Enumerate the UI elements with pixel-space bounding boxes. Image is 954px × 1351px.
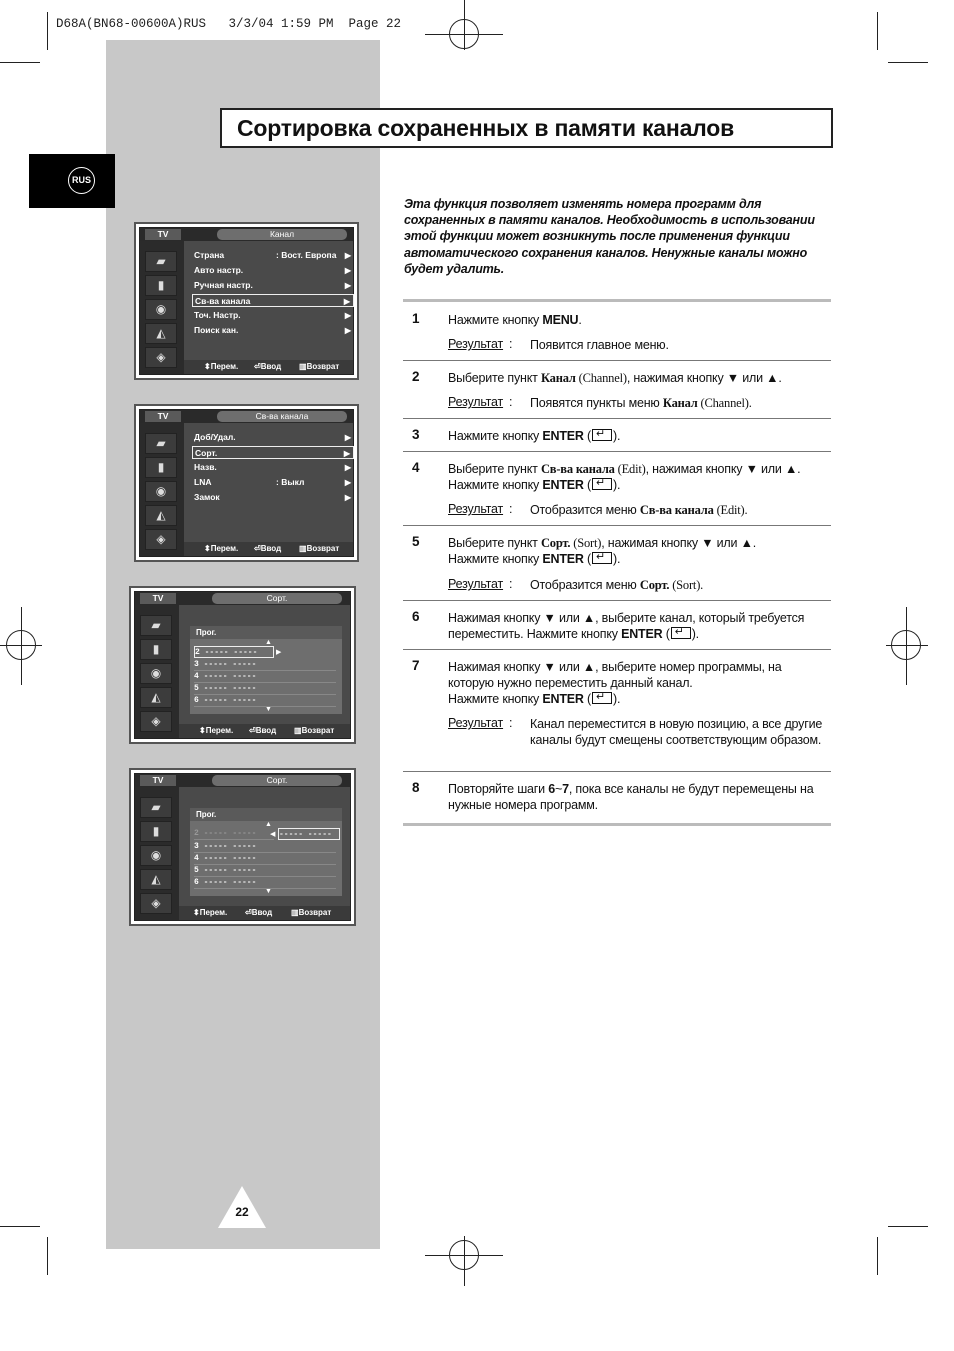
program-row: 2 ----- -----	[194, 646, 274, 658]
step-2-result: Появятся пункты меню Канал (Channel).	[530, 396, 752, 410]
step-6-text: Нажимая кнопку ▼ или ▲, выберите канал, который требуется переместить. Нажмите кнопку ENTER (↵ ).	[448, 610, 828, 642]
scroll-down-icon: ▼	[265, 706, 272, 713]
program-list	[190, 626, 342, 714]
step-separator	[403, 771, 831, 772]
sound-icon: ▮	[140, 639, 172, 660]
crop-mark	[464, 0, 465, 50]
setup-icon: ◭	[145, 505, 177, 526]
step-separator	[403, 451, 831, 452]
screen-nav-bar: ⬍ Перем. ⏎ Ввод ▥ Возврат	[184, 360, 353, 374]
menu-item-fine-tune: Точ. Настр. ▶	[194, 310, 351, 320]
crop-mark	[464, 1236, 465, 1286]
program-row: 4 ----- -----	[194, 853, 336, 865]
menu-item-lock: Замок ▶	[194, 492, 351, 502]
result-colon: :	[509, 337, 513, 351]
picture-icon: ▰	[140, 797, 172, 818]
tv-screen-channel-menu	[134, 222, 359, 380]
menu-item-name: Назв. ▶	[194, 462, 351, 472]
crop-mark	[906, 607, 907, 685]
step-separator	[403, 649, 831, 650]
channel-icon: ◉	[145, 481, 177, 502]
program-row: 6 ----- -----	[194, 877, 336, 889]
program-header: Прог.	[190, 626, 342, 639]
menu-item-auto-store: Авто настр. ▶	[194, 265, 351, 275]
picture-icon: ▰	[140, 615, 172, 636]
result-label: Результат	[448, 716, 504, 730]
step-number: 4	[412, 460, 420, 475]
result-label: Результат	[448, 577, 504, 591]
moving-channel: ----- -----	[278, 828, 340, 840]
print-header: D68A(BN68-00600A)RUS 3/3/04 1:59 PM Page 22	[56, 17, 402, 31]
step-separator	[403, 525, 831, 526]
program-list	[190, 808, 342, 896]
screen-sidebar	[140, 423, 184, 556]
title-box	[220, 108, 833, 148]
result-label: Результат	[448, 395, 504, 409]
screen-title: Св-ва канала	[217, 411, 347, 422]
picture-icon: ▰	[145, 433, 177, 454]
pointer-left-icon: ◀	[270, 831, 276, 838]
step-5-result: Отобразится меню Сорт. (Sort).	[530, 578, 704, 592]
step-5-text: Выберите пункт Сорт. (Sort), нажимая кнопку ▼ или ▲. Нажмите кнопку ENTER (↵ ).	[448, 535, 828, 567]
step-number: 2	[412, 369, 420, 384]
crop-mark	[888, 62, 928, 63]
program-row: 5 ----- -----	[194, 865, 336, 877]
tv-screen-channel-edit-menu	[134, 404, 359, 562]
crop-mark	[47, 12, 48, 50]
step-number: 6	[412, 609, 420, 624]
result-label: Результат	[448, 502, 504, 516]
screen-title: Сорт.	[212, 775, 342, 786]
picture-icon: ▰	[145, 251, 177, 272]
screen-title: Канал	[217, 229, 347, 240]
result-colon: :	[509, 577, 513, 591]
setup-icon: ◭	[140, 869, 172, 890]
program-row: 6 ----- -----	[194, 695, 336, 707]
step-number: 5	[412, 534, 420, 549]
menu-item-add-delete: Доб/Удал. ▶	[194, 432, 351, 442]
scroll-down-icon: ▼	[265, 888, 272, 895]
menu-item-country: Страна : Вост. Европа ▶	[194, 250, 351, 260]
program-row: 3 ----- -----	[194, 659, 336, 671]
screen-sidebar	[140, 241, 184, 374]
step-4-text: Выберите пункт Св-ва канала (Edit), нажимая кнопку ▼ или ▲. Нажмите кнопку ENTER (↵ ).	[448, 461, 828, 493]
step-2-text: Выберите пункт Канал (Channel), нажимая кнопку ▼ или ▲.	[448, 371, 782, 385]
step-number: 3	[412, 427, 420, 442]
screen-nav-bar: ⬍ Перем. ⏎ Ввод ▥ Возврат	[184, 542, 353, 556]
enter-key-icon	[592, 429, 612, 441]
language-tab	[29, 154, 115, 208]
program-row: 4 ----- -----	[194, 671, 336, 683]
step-8-text: Повторяйте шаги 6~7, пока все каналы не будут перемещены на нужные номера программ.	[448, 782, 814, 812]
step-separator	[403, 360, 831, 361]
channel-icon: ◉	[140, 663, 172, 684]
step-4-result: Отобразится меню Св-ва канала (Edit).	[530, 503, 748, 517]
step-number: 1	[412, 311, 420, 326]
program-row: 5 ----- -----	[194, 683, 336, 695]
tv-label: TV	[140, 775, 176, 786]
crop-mark	[888, 1226, 928, 1227]
sound-icon: ▮	[145, 275, 177, 296]
top-rule	[403, 299, 831, 302]
crop-mark	[0, 62, 40, 63]
sound-icon: ▮	[140, 821, 172, 842]
crop-mark	[886, 645, 928, 646]
menu-item-manual-store: Ручная настр. ▶	[194, 280, 351, 290]
tv-label: TV	[140, 593, 176, 604]
menu-item-channel-edit: Св-ва канала ▶	[192, 294, 354, 307]
input-icon: ◈	[140, 893, 172, 914]
intro-paragraph: Эта функция позволяет изменять номера программ для сохраненных в памяти каналов. Необходимость в использовании этой функции может возникнуть после применения функции автоматического сохранения каналов. Ненужные каналы можно будет удалить.	[404, 197, 815, 276]
step-separator	[403, 418, 831, 419]
crop-mark	[21, 607, 22, 685]
screen-sidebar	[135, 605, 179, 738]
crop-mark	[877, 1237, 878, 1275]
page-title: Сортировка сохраненных в памяти каналов	[237, 115, 735, 141]
menu-item-lna: LNA : Выкл ▶	[194, 477, 351, 487]
step-7-text: Нажимая кнопку ▼ или ▲, выберите номер программы, на которую нужно переместить данный канал. Нажмите кнопку ENTER (↵ ).	[448, 659, 798, 707]
enter-key-icon	[592, 552, 612, 564]
step-separator	[403, 600, 831, 601]
channel-icon: ◉	[140, 845, 172, 866]
channel-icon: ◉	[145, 299, 177, 320]
result-colon: :	[509, 716, 513, 730]
step-number: 8	[412, 780, 420, 795]
enter-key-icon	[592, 478, 612, 490]
crop-mark	[47, 1237, 48, 1275]
screen-nav-bar: ⬍ Перем. ⏎ Ввод ▥ Возврат	[179, 906, 350, 920]
scroll-up-icon: ▲	[265, 821, 272, 828]
menu-item-sort: Сорт. ▶	[192, 446, 354, 459]
bottom-rule	[403, 823, 831, 826]
input-icon: ◈	[145, 347, 177, 368]
sound-icon: ▮	[145, 457, 177, 478]
screen-title: Сорт.	[212, 593, 342, 604]
program-header: Прог.	[190, 808, 342, 821]
program-row: 2 ----- -----	[194, 828, 274, 840]
step-3-text: Нажмите кнопку ENTER (↵ ).	[448, 428, 828, 444]
enter-key-icon	[671, 627, 691, 639]
page-number: 22	[235, 1205, 249, 1219]
pointer-right-icon: ▶	[276, 649, 282, 656]
step-1-text: Нажмите кнопку MENU.	[448, 313, 582, 327]
screen-nav-bar: ⬍ Перем. ⏎ Ввод ▥ Возврат	[179, 724, 350, 738]
crop-mark	[877, 12, 878, 50]
step-number: 7	[412, 658, 420, 673]
tv-label: TV	[145, 229, 181, 240]
tv-screen-sort-move	[129, 768, 356, 926]
result-label: Результат	[448, 337, 504, 351]
setup-icon: ◭	[140, 687, 172, 708]
scroll-up-icon: ▲	[265, 639, 272, 646]
program-row: 3 ----- -----	[194, 841, 336, 853]
result-colon: :	[509, 395, 513, 409]
input-icon: ◈	[140, 711, 172, 732]
crop-mark	[0, 1226, 40, 1227]
menu-item-search: Поиск кан. ▶	[194, 325, 351, 335]
tv-label: TV	[145, 411, 181, 422]
result-colon: :	[509, 502, 513, 516]
step-1-result: Появится главное меню.	[530, 338, 669, 352]
step-7-result: Канал переместится в новую позицию, а все другие каналы будут смещены соответствующим образом.	[530, 717, 823, 747]
enter-key-icon	[592, 692, 612, 704]
language-badge: RUS	[68, 167, 95, 194]
setup-icon: ◭	[145, 323, 177, 344]
input-icon: ◈	[145, 529, 177, 550]
tv-screen-sort-select	[129, 586, 356, 744]
screen-sidebar	[135, 787, 179, 920]
